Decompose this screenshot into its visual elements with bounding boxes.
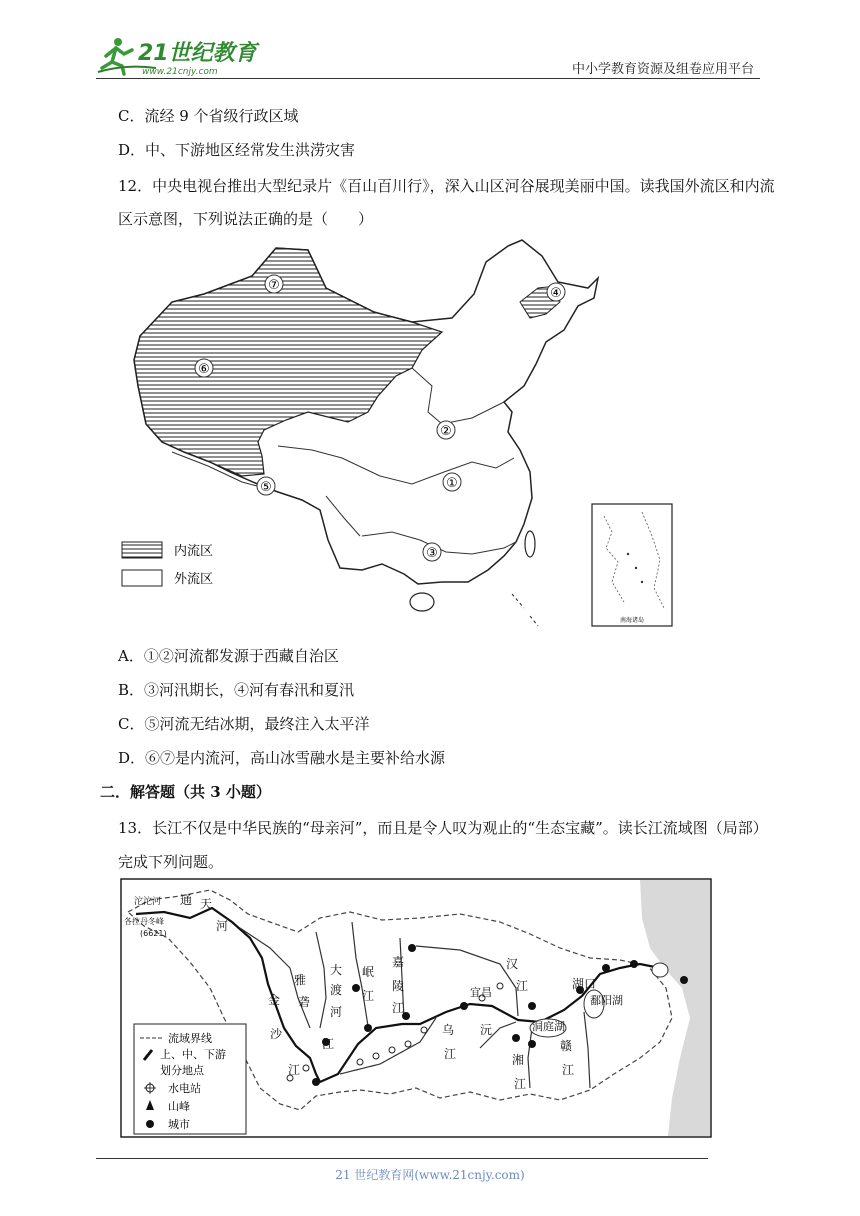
svg-text:河: 河 [330,1005,343,1019]
logo-text: 21世纪教育 [138,41,257,66]
legend-peak-label: 山峰 [168,1100,190,1113]
svg-text:大: 大 [330,963,343,977]
taihu-lake [652,963,668,977]
marker-5 [257,477,275,495]
q12-stem-line2: 区示意图，下列说法正确的是（ ） [118,210,374,228]
map2-legend [134,1024,246,1134]
svg-text:沙: 沙 [270,1027,283,1041]
svg-text:金: 金 [268,993,281,1007]
svg-text:江: 江 [514,1077,527,1091]
svg-text:江: 江 [288,1063,301,1077]
legend-inner-label: 内流区 [174,544,214,559]
svg-text:陵: 陵 [392,979,405,993]
marker-1 [443,473,461,491]
svg-text:砻: 砻 [298,995,311,1009]
legend-hydro-label: 水电站 [168,1082,201,1095]
svg-text:河: 河 [216,919,229,933]
taiwan-island [525,531,535,557]
legend-inner-swatch [122,542,162,558]
inset-label: 南海诸岛 [619,617,645,624]
svg-text:渡: 渡 [330,983,343,997]
svg-text:湖口: 湖口 [572,977,597,991]
svg-text:江: 江 [362,989,375,1003]
q13-stem-line2: 完成下列问题。 [118,853,224,871]
legend-outer-label: 外流区 [174,572,214,587]
map1-legend [122,542,213,587]
svg-text:洞庭湖: 洞庭湖 [532,1020,565,1033]
svg-text:江: 江 [516,979,529,993]
svg-text:汉: 汉 [506,957,519,971]
header-divider [96,78,760,79]
section-2-title: 二．解答题（共 3 小题） [100,783,271,801]
svg-text:嘉: 嘉 [392,955,405,969]
q12-option-d: D．⑥⑦是内流河，高山冰雪融水是主要补给水源 [118,749,446,767]
sea-boundary [512,594,538,626]
svg-text:天: 天 [200,897,213,911]
svg-text:⑦: ⑦ [268,278,280,293]
legend-boundary-label: 流域界线 [168,1032,212,1045]
svg-text:通: 通 [180,893,193,907]
yangtze-basin-map [120,878,712,1138]
svg-text:乌: 乌 [442,1023,455,1037]
q11-option-c: C．流经 9 个省级行政区域 [118,107,299,125]
svg-text:湘: 湘 [512,1053,525,1067]
svg-text:(6621): (6621) [140,929,167,938]
legend-outer-swatch [122,570,162,586]
svg-text:鄱阳湖: 鄱阳湖 [590,994,623,1007]
q12-stem-line1: 12．中央电视台推出大型纪录片《百山百川行》，深入山区河谷展现美丽中国。读我国外流区和内流 [118,177,775,195]
q12-option-b: B．③河汛期长，④河有春汛和夏汛 [118,681,355,699]
marker-4 [547,283,565,301]
svg-text:①: ① [446,476,458,491]
header-platform-text: 中小学教育资源及组卷应用平台 [571,62,754,77]
svg-text:⑥: ⑥ [198,362,210,377]
q12-option-c: C．⑤河流无结冰期，最终注入太平洋 [118,715,370,733]
footer-text[interactable]: 21 世纪教育网(www.21cnjy.com) [335,1168,525,1182]
svg-text:岷: 岷 [362,965,375,979]
svg-text:沅: 沅 [480,1023,493,1037]
svg-text:⑤: ⑤ [260,480,272,495]
legend-division-label-2: 划分地点 [160,1064,204,1077]
site-logo [96,34,266,78]
marker-2 [437,421,455,439]
svg-text:赣: 赣 [560,1039,573,1053]
svg-text:②: ② [440,424,452,439]
hainan-island [410,593,434,611]
footer-divider [96,1158,708,1159]
svg-text:江: 江 [444,1047,457,1061]
q13-stem-line1: 13．长江不仅是中华民族的“母亲河”，而且是令人叹为观止的“生态宝藏”。读长江流域图（局部） [118,819,768,837]
marker-6 [195,359,213,377]
city-icon [146,1120,154,1128]
legend-city-label: 城市 [168,1118,190,1131]
svg-text:③: ③ [426,546,438,561]
svg-text:雅: 雅 [294,973,307,987]
q12-option-a: A．①②河流都发源于西藏自治区 [118,647,339,665]
svg-text:江: 江 [562,1063,575,1077]
page-header [96,28,760,80]
china-drainage-map [112,236,682,630]
svg-text:江: 江 [322,1037,335,1051]
legend-division-label-1: 上、中、下游 [160,1048,226,1061]
q11-option-d: D．中、下游地区经常发生洪涝灾害 [118,141,356,159]
svg-text:宜昌: 宜昌 [470,986,492,999]
svg-text:江: 江 [392,1001,405,1015]
svg-text:④: ④ [550,286,562,301]
svg-text:各拉丹冬峰: 各拉丹冬峰 [124,917,164,926]
svg-text:沱沱河: 沱沱河 [134,897,162,907]
marker-7 [265,275,283,293]
logo-url: www.21cnjy.com [142,67,218,77]
marker-3 [423,543,441,561]
south-china-sea-inset [592,504,672,626]
